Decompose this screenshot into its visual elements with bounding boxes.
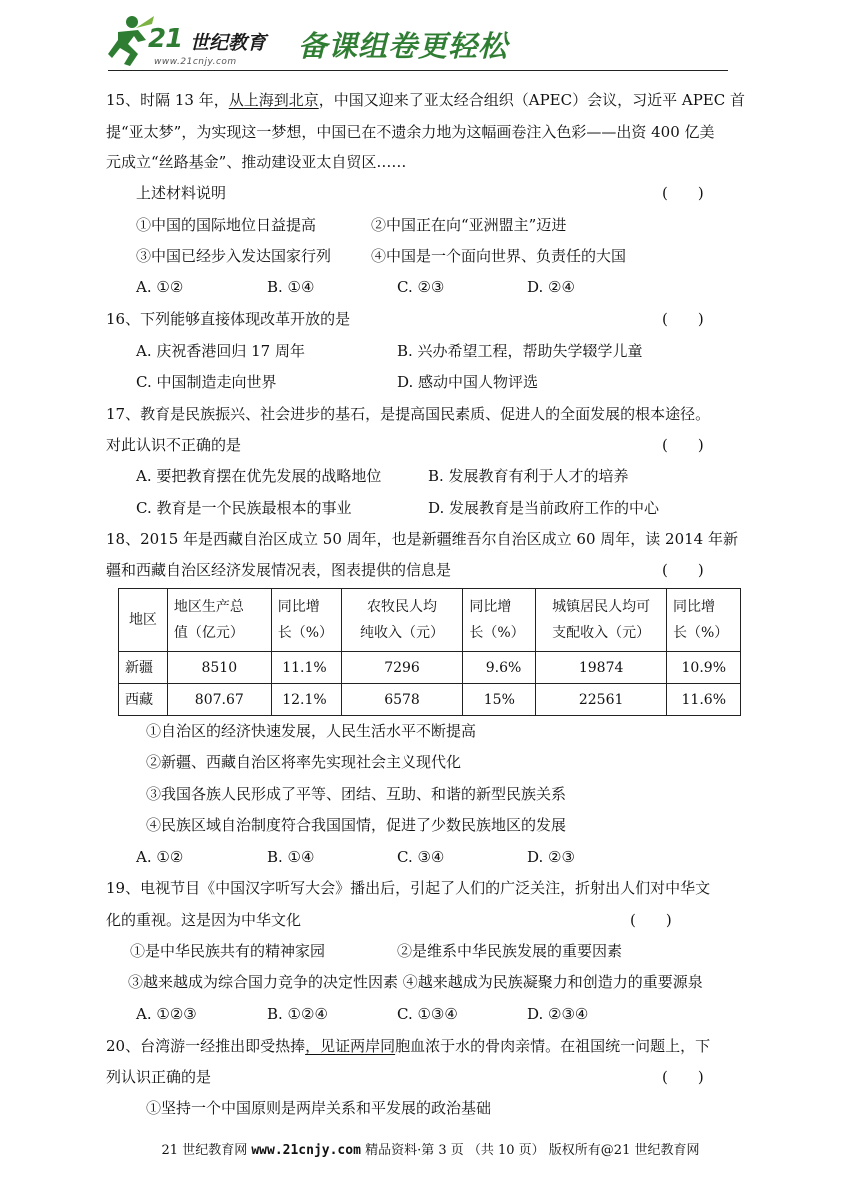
q15-line2: 提“亚太梦”，为实现这一梦想，中国已在不遗余力地为这幅画卷注入色彩——出资 400 亿美 [106,123,715,141]
row-gdp-growth: 12.1% [271,684,341,716]
q15-item-4: ④中国是一个面向世界、负责任的大国 [371,247,627,265]
q19-option-d: D. ②③④ [527,1005,589,1023]
footer-url-link[interactable]: www.21cnjy.com [251,1143,361,1158]
q19-line1: 19、电视节目《中国汉字听写大会》播出后，引起了人们的广泛关注，折射出人们对中华文 [106,879,711,897]
header-divider [108,70,728,71]
header-slogan: 备课组卷更轻松 [298,29,509,63]
row-region: 新疆 [119,652,168,684]
q15-option-d: D. ②④ [527,278,575,296]
row-gdp-growth: 11.1% [271,652,341,684]
row-farm-growth: 9.6% [463,652,536,684]
header-farm-income: 农牧民人均 纯收入（元） [341,589,463,652]
q20-answer-bracket: ( ) [662,1068,704,1086]
q18-option-c: C. ③④ [397,848,445,866]
row-urban-income: 19874 [536,652,667,684]
table-row [119,652,741,684]
q16-answer-bracket: ( ) [662,310,704,328]
q15-stem: 上述材料说明 [136,184,227,202]
table-row [119,684,741,716]
q18-answer-bracket: ( ) [662,561,704,579]
q15-line3: 元成立“丝路基金”、推动建设亚太自贸区…… [106,153,407,171]
q16-option-b: B. 兴办希望工程，帮助失学辍学儿童 [397,342,643,360]
header-urban-growth: 同比增 长（%） [666,589,740,652]
logo-text: 世纪教育 [190,32,267,54]
q17-option-c: C. 教育是一个民族最根本的事业 [136,499,352,517]
q17-answer-bracket: ( ) [662,436,704,454]
page-footer [0,1142,861,1160]
economic-data-table [118,588,741,716]
table-header-row [119,589,741,652]
logo-number: 21 [148,24,183,54]
q20-item-1: ①坚持一个中国原则是两岸关系和平发展的政治基础 [146,1099,492,1117]
q15-option-b: B. ①④ [267,278,315,296]
header-urban-income: 城镇居民人均可 支配收入（元） [536,589,667,652]
q19-option-b: B. ①②④ [267,1005,328,1023]
q18-line1: 18、2015 年是西藏自治区成立 50 周年，也是新疆维吾尔自治区成立 60 周年，读 2014 年新 [106,530,738,548]
q15-item-1: ①中国的国际地位日益提高 [136,216,317,234]
row-region: 西藏 [119,684,168,716]
q17-line2: 对此认识不正确的是 [106,436,242,454]
header-region: 地区 [119,589,168,652]
q15-option-c: C. ②③ [397,278,445,296]
q20-line2: 列认识正确的是 [106,1068,212,1086]
row-urban-growth: 11.6% [666,684,740,716]
q18-item-2: ②新疆、西藏自治区将率先实现社会主义现代化 [146,753,462,771]
q18-item-1: ①自治区的经济快速发展，人民生活水平不断提高 [146,722,477,740]
q19-answer-bracket: ( ) [630,911,672,929]
header-gdp-growth: 同比增 长（%） [271,589,341,652]
q19-item-3-4: ③越来越成为综合国力竞争的决定性因素 ④越来越成为民族凝聚力和创造力的重要源泉 [128,973,703,991]
q18-item-4: ④民族区域自治制度符合我国国情，促进了少数民族地区的发展 [146,816,567,834]
header-farm-growth: 同比增 长（%） [463,589,536,652]
q18-item-3: ③我国各族人民形成了平等、团结、互助、和谐的新型民族关系 [146,785,567,803]
q18-line2: 疆和西藏自治区经济发展情况表，图表提供的信息是 [106,561,452,579]
footer-site: 21 世纪教育网 [161,1143,248,1158]
q15-item-3: ③中国已经步入发达国家行列 [136,247,332,265]
q17-option-b: B. 发展教育有利于人才的培养 [428,467,629,485]
row-gdp: 8510 [167,652,271,684]
q19-option-a: A. ①②③ [136,1005,197,1023]
page-header [108,14,728,72]
q16-stem: 16、下列能够直接体现改革开放的是 [106,310,351,328]
row-urban-income: 22561 [536,684,667,716]
q17-option-a: A. 要把教育摆在优先发展的战略地位 [136,467,382,485]
row-farm-income: 7296 [341,652,463,684]
q16-option-a: A. 庆祝香港回归 17 周年 [136,342,305,360]
q18-option-d: D. ②③ [527,848,575,866]
q19-line2: 化的重视。这是因为中华文化 [106,911,302,929]
q18-option-b: B. ①④ [267,848,315,866]
row-gdp: 807.67 [167,684,271,716]
logo-url: www.21cnjy.com [154,57,237,67]
q18-option-a: A. ①② [136,848,184,866]
q15-item-2: ②中国正在向“亚洲盟主”迈进 [371,216,567,234]
row-urban-growth: 10.9% [666,652,740,684]
q17-option-d: D. 发展教育是当前政府工作的中心 [428,499,660,517]
header-gdp: 地区生产总 值（亿元） [167,589,271,652]
q20-line1: 20、台湾游一经推出即受热捧，见证两岸同胞血浓于水的骨肉亲情。在祖国统一问题上，下 [106,1037,711,1055]
q16-option-d: D. 感动中国人物评选 [397,373,539,391]
q16-option-c: C. 中国制造走向世界 [136,373,277,391]
q15-answer-bracket: ( ) [662,184,704,202]
row-farm-income: 6578 [341,684,463,716]
q19-item-2: ②是维系中华民族发展的重要因素 [397,942,623,960]
q19-option-c: C. ①③④ [397,1005,458,1023]
row-farm-growth: 15% [463,684,536,716]
q15-line1: 15、时隔 13 年，从上海到北京，中国又迎来了亚太经合组织（APEC）会议，习近平 APEC 首 [106,91,745,109]
footer-page-info: 精品资料·第 3 页 （共 10 页） 版权所有@21 世纪教育网 [365,1143,700,1158]
q15-option-a: A. ①② [136,278,184,296]
q19-item-1: ①是中华民族共有的精神家园 [130,942,326,960]
q17-line1: 17、教育是民族振兴、社会进步的基石，是提高国民素质、促进人的全面发展的根本途径。 [106,405,711,423]
